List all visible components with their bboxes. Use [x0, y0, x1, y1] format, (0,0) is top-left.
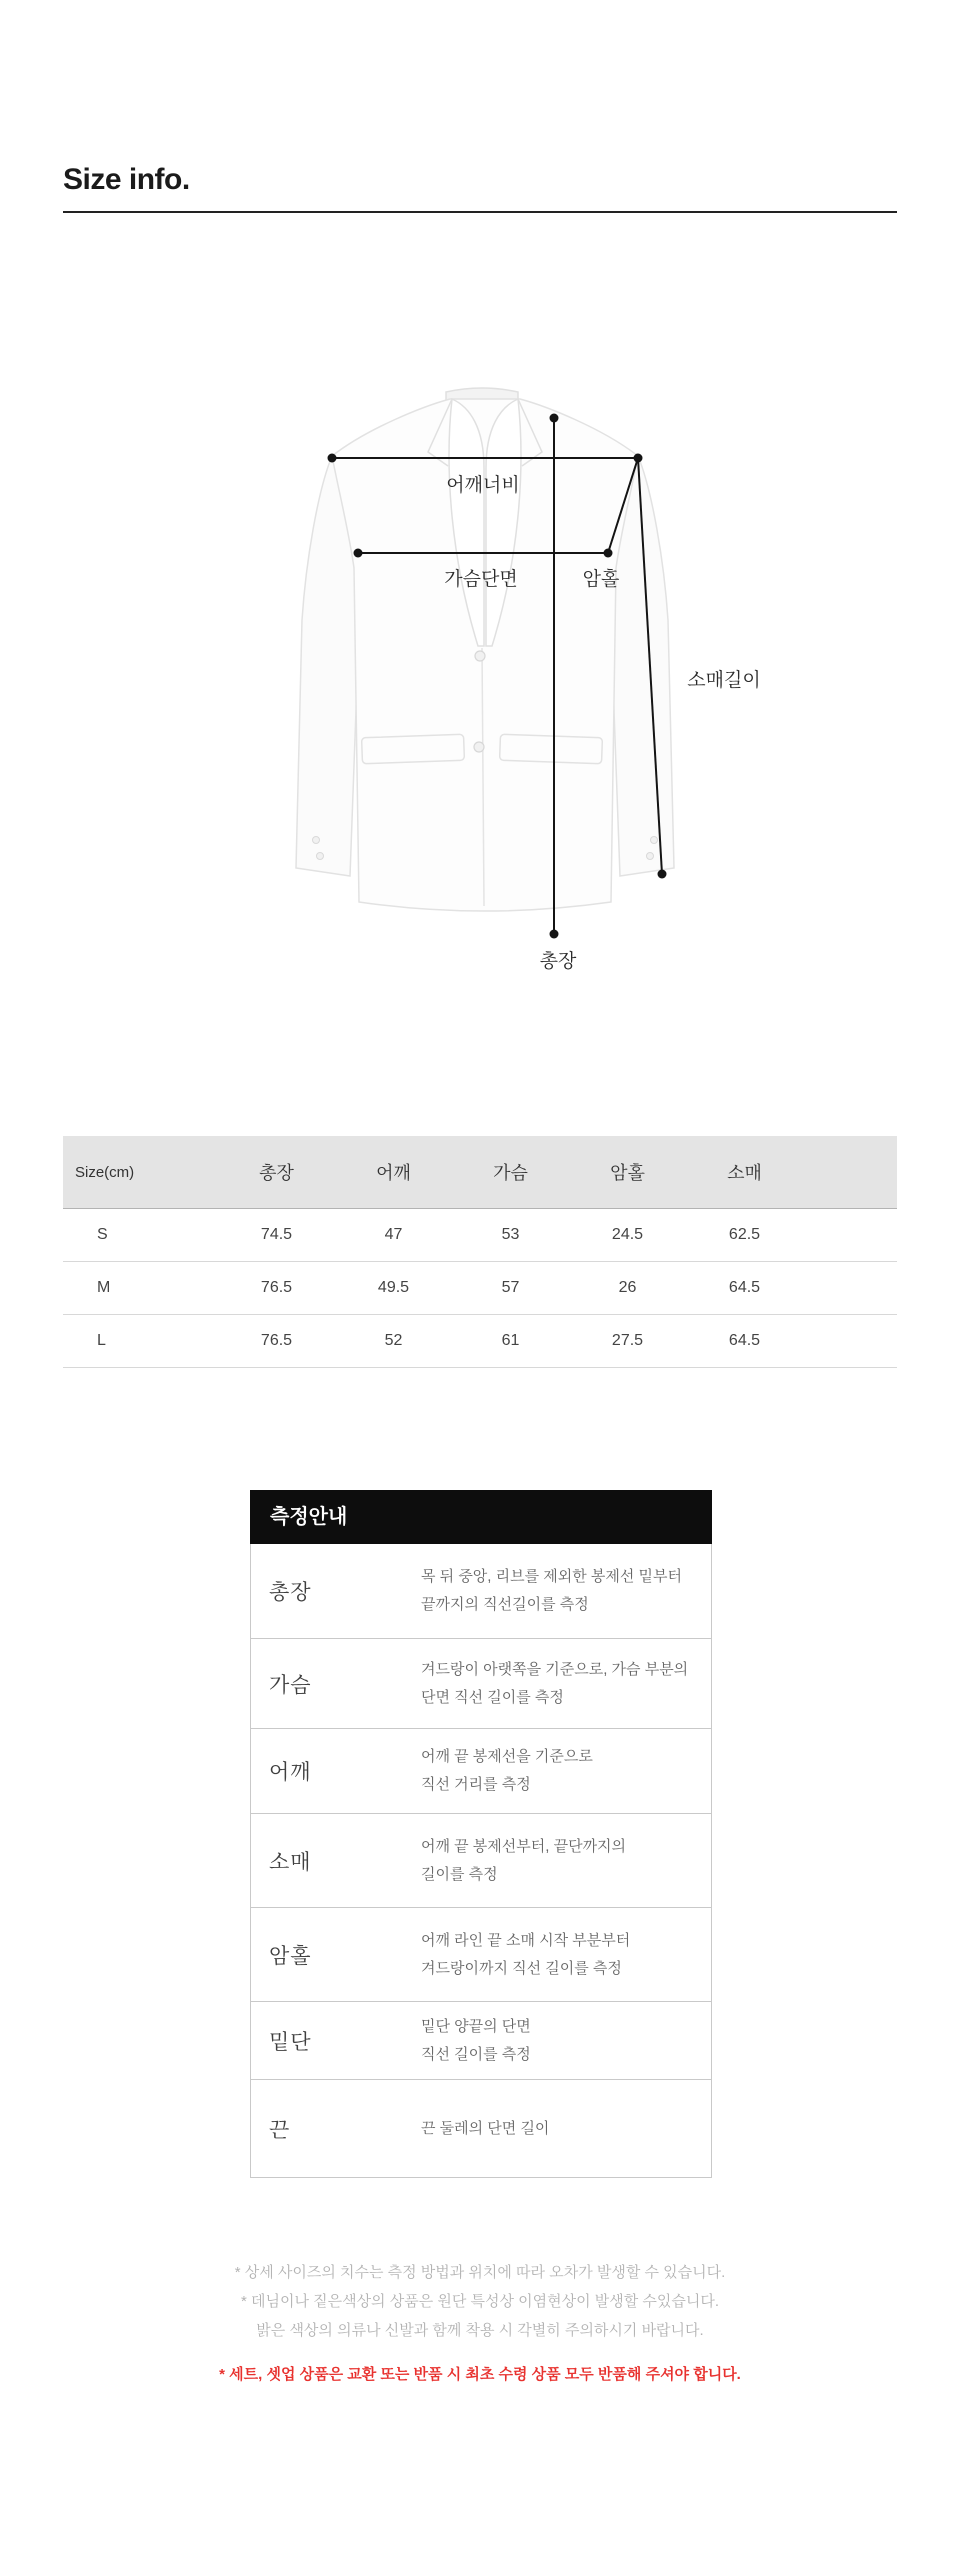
- cell-value: 64.5: [686, 1315, 803, 1368]
- guide-desc-line: 직선 거리를 측정: [421, 1776, 531, 1793]
- guide-desc-line: 밑단 양끝의 단면: [421, 2017, 531, 2035]
- size-m: M: [63, 1262, 218, 1315]
- guide-label: 끈: [269, 2118, 291, 2142]
- guide-desc-line: 겨드랑이까지 직선 길이를 측정: [421, 1959, 622, 1977]
- cell-value: 52: [335, 1315, 452, 1368]
- cell-value: 74.5: [218, 1209, 335, 1262]
- guide-label: 가슴: [269, 1673, 312, 1697]
- table-row-s: [63, 1209, 897, 1262]
- guide-desc: [421, 1656, 711, 1712]
- guide-row-sleeve: [251, 1814, 711, 1908]
- guide-desc-line: 직선 길이를 측정: [421, 2045, 531, 2063]
- guide-row-strap: [251, 2080, 711, 2177]
- guide-desc: [421, 1927, 711, 1983]
- col-size-unit: Size(cm): [63, 1136, 218, 1209]
- size-table-header-row: [63, 1136, 897, 1209]
- col-spacer: [803, 1136, 897, 1209]
- guide-desc-line: 목 뒤 중앙, 리브를 제외한 봉제선 밑부터: [421, 1568, 683, 1585]
- guide-label: 어깨: [269, 1761, 312, 1784]
- cell-value: 26: [569, 1262, 686, 1315]
- guide-row-shoulder: [251, 1729, 711, 1814]
- cell-spacer: [803, 1315, 897, 1368]
- cell-value: 62.5: [686, 1209, 803, 1262]
- cell-spacer: [803, 1209, 897, 1262]
- col-sleeve: 소매: [686, 1136, 803, 1209]
- measurement-guide: [250, 1490, 712, 2178]
- guide-desc: [421, 2115, 711, 2143]
- guide-label: 암홀: [269, 1944, 312, 1968]
- jacket-illustration: [0, 350, 960, 1010]
- label-armhole: 암홀: [582, 569, 620, 590]
- guide-desc: [421, 1743, 711, 1799]
- note-denim-dye-1: * 데님이나 짙은색상의 상품은 원단 특성상 이염현상이 발생할 수있습니다.: [240, 2293, 720, 2310]
- cell-value: 76.5: [218, 1262, 335, 1315]
- title-divider: [63, 211, 897, 213]
- label-chest-width: 가슴단면: [444, 569, 518, 590]
- note-return-warning: * 세트, 셋업 상품은 교환 또는 반품 시 최초 수령 상품 모두 반품해 주셔야 합니다.: [219, 2366, 741, 2383]
- guide-row-armhole: [251, 1908, 711, 2002]
- jacket-measurement-diagram: [0, 350, 960, 1010]
- size-table: [63, 1136, 897, 1368]
- size-s: S: [63, 1209, 218, 1262]
- size-l: L: [63, 1315, 218, 1368]
- cell-value: 47: [335, 1209, 452, 1262]
- guide-label: 소매: [269, 1850, 312, 1874]
- cell-spacer: [803, 1262, 897, 1315]
- footer-notes: [0, 2258, 960, 2384]
- guide-label: 총장: [269, 1581, 312, 1604]
- guide-desc: [421, 2013, 711, 2069]
- col-armhole: 암홀: [569, 1136, 686, 1209]
- guide-row-hem: [251, 2002, 711, 2080]
- guide-desc-line: 어깨 끝 봉제선부터, 끝단까지의: [421, 1837, 627, 1855]
- cell-value: 24.5: [569, 1209, 686, 1262]
- table-row-m: [63, 1262, 897, 1315]
- guide-label: 밑단: [269, 2030, 312, 2054]
- guide-desc: [421, 1563, 711, 1619]
- guide-desc-line: 겨드랑이 아랫쪽을 기준으로, 가슴 부분의: [421, 1660, 689, 1678]
- cell-value: 61: [452, 1315, 569, 1368]
- guide-desc-line: 끝까지의 직선길이를 측정: [421, 1596, 589, 1613]
- cell-value: 49.5: [335, 1262, 452, 1315]
- table-row-l: [63, 1315, 897, 1368]
- guide-desc-line: 어깨 끝 봉제선을 기준으로: [421, 1748, 593, 1765]
- guide-desc-line: 끈 둘레의 단면 길이: [421, 2119, 550, 2137]
- cell-value: 53: [452, 1209, 569, 1262]
- note-size-tolerance: * 상세 사이즈의 치수는 측정 방법과 위치에 따라 오차가 발생할 수 있습니다.: [234, 2264, 726, 2281]
- note-denim-dye-2: 밝은 색상의 의류나 신발과 함께 착용 시 각별히 주의하시기 바랍니다.: [256, 2322, 704, 2339]
- col-shoulder: 어깨: [335, 1136, 452, 1209]
- cell-value: 27.5: [569, 1315, 686, 1368]
- col-total-length: 총장: [218, 1136, 335, 1209]
- guide-desc-line: 길이를 측정: [421, 1865, 498, 1883]
- guide-row-chest: [251, 1639, 711, 1729]
- guide-desc: [421, 1833, 711, 1889]
- guide-desc-line: 어깨 라인 끝 소매 시작 부분부터: [421, 1931, 631, 1949]
- guide-row-total-length: [251, 1544, 711, 1639]
- col-chest: 가슴: [452, 1136, 569, 1209]
- measurement-guide-title: 측정안내: [250, 1490, 712, 1544]
- page-title: Size info.: [63, 163, 190, 196]
- cell-value: 76.5: [218, 1315, 335, 1368]
- label-total-length: 총장: [539, 951, 577, 972]
- label-sleeve-length: 소매길이: [687, 670, 761, 691]
- cell-value: 64.5: [686, 1262, 803, 1315]
- label-shoulder-width: 어깨너비: [446, 475, 520, 496]
- cell-value: 57: [452, 1262, 569, 1315]
- guide-desc-line: 단면 직선 길이를 측정: [421, 1688, 564, 1706]
